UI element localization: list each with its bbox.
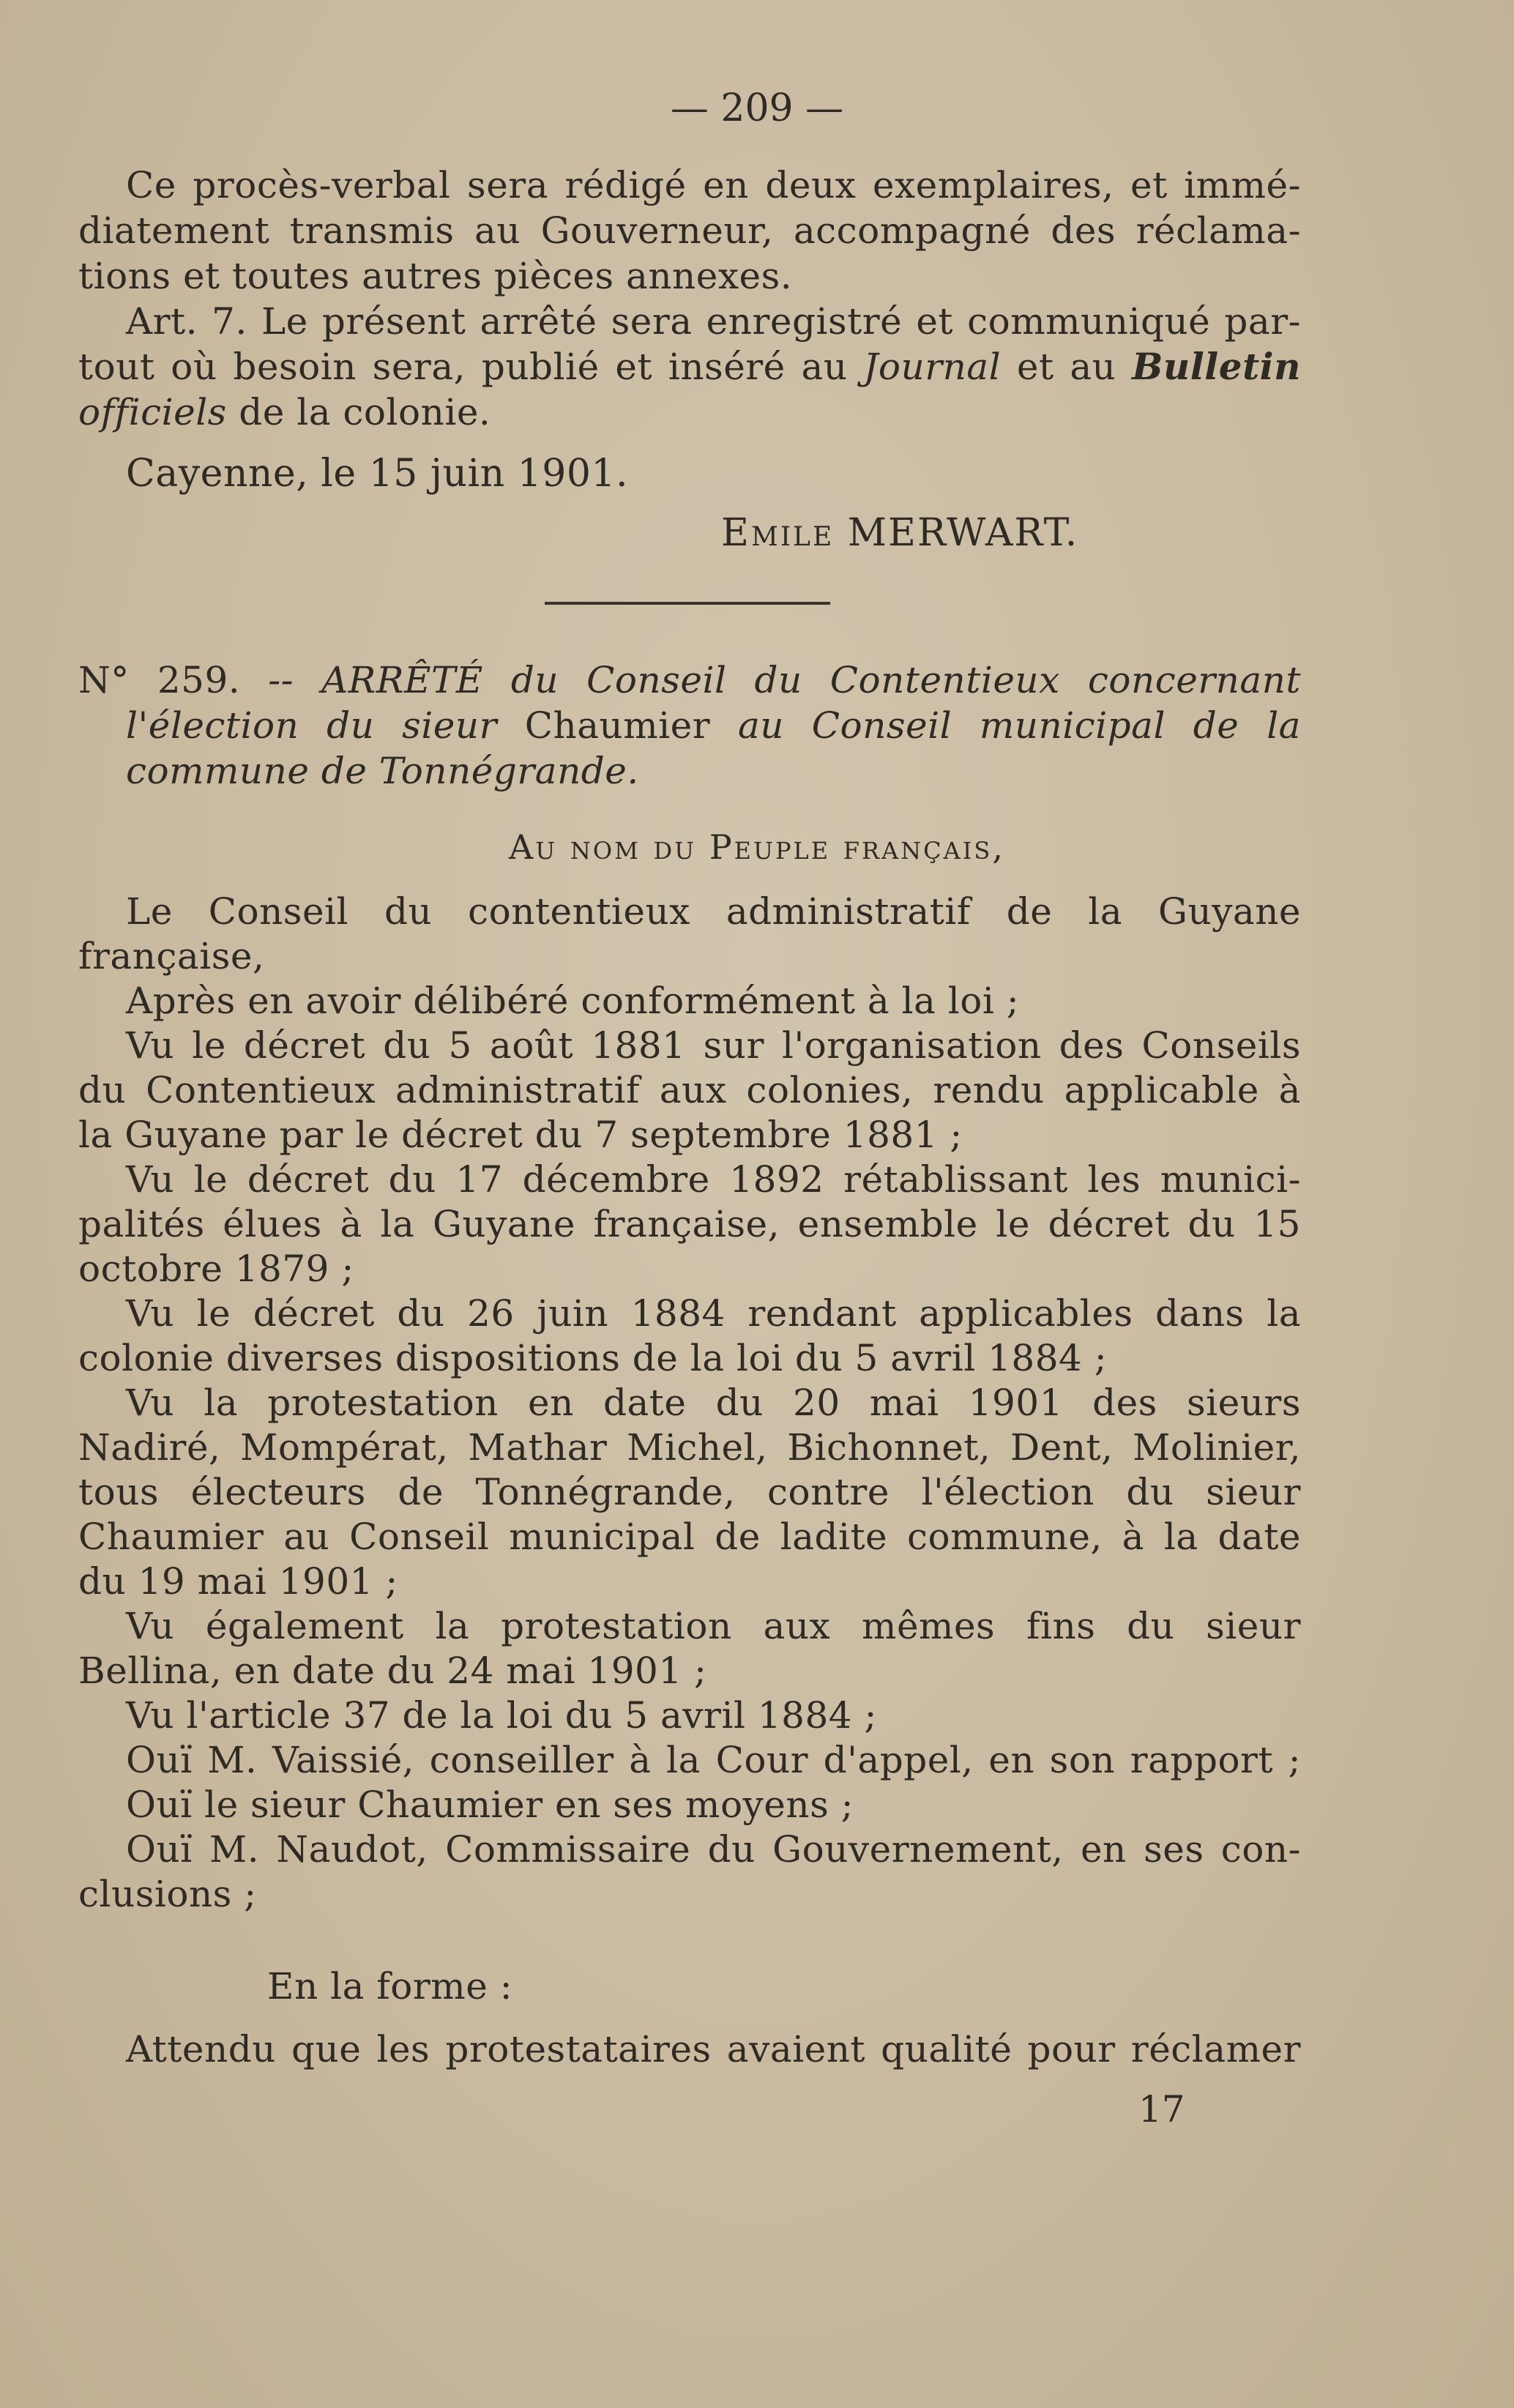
body-line: tous électeurs de Tonnégrande, contre l'élection du sieur <box>78 1471 1301 1513</box>
body-line: Bellina, en date du 24 mai 1901 ; <box>78 1650 707 1692</box>
article-line: Art. 7. Le présent arrêté sera enregistré et communiqué par- <box>126 300 1301 343</box>
divider <box>545 602 830 605</box>
body-line: Ouï le sieur Chaumier en ses moyens ; <box>126 1783 854 1826</box>
body-line: la Guyane par le décret du 7 septembre 1881 ; <box>78 1114 963 1156</box>
au-nom-heading: Au nom du Peuple français, <box>509 827 1005 867</box>
body-line: Attendu que les protestataires avaient qualité pour réclamer <box>126 2028 1301 2070</box>
body-line: Ouï M. Vaissié, conseiller à la Cour d'appel, en son rapport ; <box>126 1739 1301 1781</box>
bulletin-title: Bulletin <box>1132 345 1302 388</box>
body-line: octobre 1879 ; <box>78 1248 354 1290</box>
body-line: palités élues à la Guyane française, ensemble le décret du 15 <box>78 1203 1301 1245</box>
body-line: Vu le décret du 17 décembre 1892 rétablissant les munici- <box>126 1158 1301 1201</box>
body-line: Vu également la protestation aux mêmes fins du sieur <box>126 1605 1301 1647</box>
body-line: Après en avoir délibéré conformément à la loi ; <box>126 980 1020 1022</box>
paragraph-line: tions et toutes autres pièces annexes. <box>78 255 793 297</box>
decree-title-line: l'élection du sieur Chaumier au Conseil municipal de la <box>126 704 1301 747</box>
decree-title-line: N° 259. -- ARRÊTÉ du Conseil du Contentieux concernant <box>78 659 1301 701</box>
journal-title: Journal <box>863 346 1002 388</box>
body-line: Vu l'article 37 de la loi du 5 avril 1884 ; <box>126 1694 877 1737</box>
body-line: Ouï M. Naudot, Commissaire du Gouvernement, en ses con- <box>126 1828 1301 1871</box>
paragraph-line: diatement transmis au Gouverneur, accompagné des réclama- <box>78 209 1301 252</box>
signature: Emile MERWART. <box>721 511 1079 555</box>
body-line: colonie diverses dispositions de la loi du 5 avril 1884 ; <box>78 1337 1108 1379</box>
date-line: Cayenne, le 15 juin 1901. <box>126 452 629 496</box>
paragraph-line: Ce procès-verbal sera rédigé en deux exemplaires, et immé- <box>126 164 1301 206</box>
article-line: tout où besoin sera, publié et inséré au Journal et au Bulletin <box>78 345 1302 388</box>
section-heading: En la forme : <box>267 1965 513 2008</box>
decree-title-line: commune de Tonnégrande. <box>126 750 639 792</box>
body-line: Vu la protestation en date du 20 mai 1901 des sieurs <box>126 1382 1301 1424</box>
body-line: du 19 mai 1901 ; <box>78 1560 398 1603</box>
page-number: — 209 — <box>670 86 844 130</box>
article-line: officiels de la colonie. <box>78 391 491 433</box>
body-line: Vu le décret du 26 juin 1884 rendant applicables dans la <box>126 1292 1301 1335</box>
signature-mark: 17 <box>1138 2088 1185 2131</box>
body-line: Nadiré, Mompérat, Mathar Michel, Bichonnet, Dent, Molinier, <box>78 1426 1301 1469</box>
body-line: du Contentieux administratif aux colonies, rendu applicable à <box>78 1069 1301 1111</box>
body-line: française, <box>78 935 265 977</box>
body-line: Vu le décret du 5 août 1881 sur l'organisation des Conseils <box>126 1024 1301 1067</box>
body-line: Le Conseil du contentieux administratif de la Guyane <box>126 890 1301 933</box>
body-line: clusions ; <box>78 1873 257 1915</box>
body-line: Chaumier au Conseil municipal de ladite commune, à la date <box>78 1516 1301 1558</box>
